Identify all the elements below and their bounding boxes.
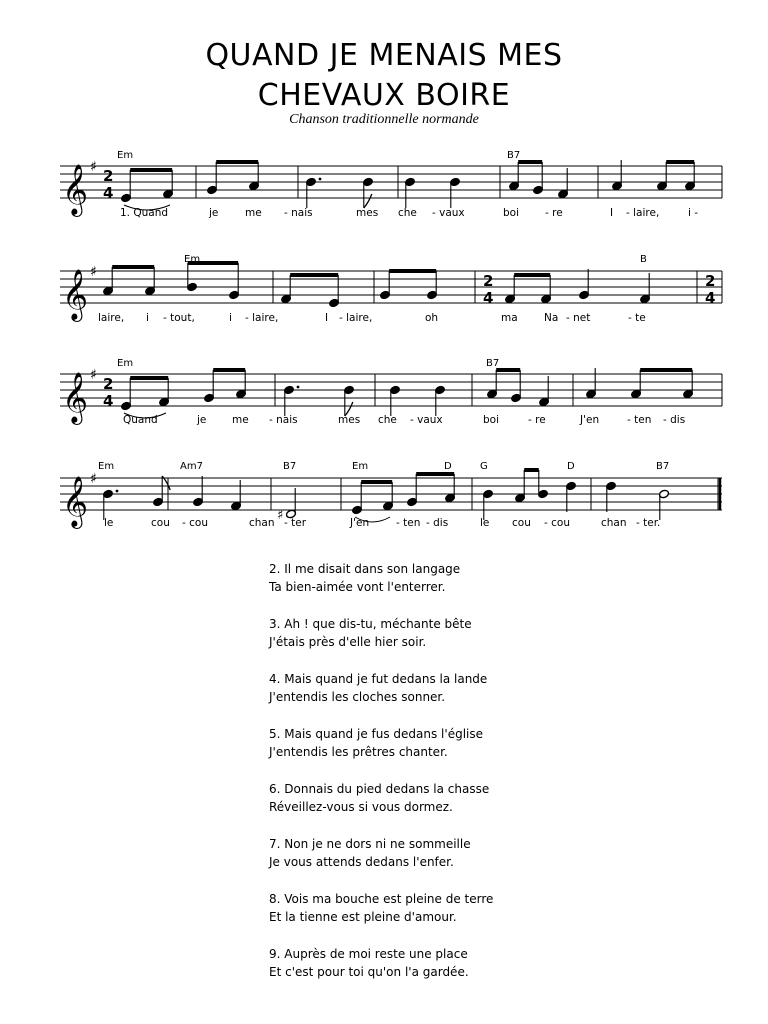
- time-signature-bottom: 4: [483, 289, 494, 307]
- verse-9: [269, 946, 689, 981]
- lyric-syllable: - vaux: [410, 414, 443, 426]
- treble-clef: 𝄞: [62, 269, 89, 320]
- lyric-syllable: - dis: [426, 517, 449, 529]
- lyric-syllable: i: [146, 312, 149, 324]
- lyric-syllable: - net: [566, 312, 591, 324]
- lyric-syllable: i -: [688, 207, 699, 219]
- music-system-4: [0, 461, 768, 551]
- chord-symbol: Em: [98, 461, 115, 472]
- note-dot: [319, 178, 322, 181]
- lyric-syllable: mes: [356, 207, 379, 219]
- lyric-syllable: - vaux: [432, 207, 465, 219]
- verse-3: [269, 616, 689, 651]
- chord-symbol: D: [444, 461, 452, 472]
- lyric-syllable: - dis: [663, 414, 686, 426]
- lyric-syllable: - ter.: [636, 517, 661, 529]
- verse-line: Ta bien-aimée vont l'enterrer.: [269, 579, 446, 594]
- verse-5: [269, 726, 689, 761]
- lyric-syllable: che: [378, 414, 397, 426]
- song-title-line-2: CHEVAUX BOIRE: [257, 78, 511, 113]
- lyric-syllable: Quand: [123, 414, 158, 426]
- verse-line: 3. Ah ! que dis-tu, méchante bête: [269, 617, 472, 631]
- verse-6: [269, 781, 689, 816]
- verse-line: 5. Mais quand je fus dedans l'église: [269, 727, 483, 741]
- lyric-syllable: - ten: [396, 517, 421, 529]
- lyric-syllable: je: [209, 207, 219, 219]
- time-signature-top: 2: [483, 272, 494, 290]
- treble-clef: 𝄞: [62, 164, 89, 215]
- time-signature-bottom: 4: [103, 392, 114, 410]
- lyric-syllable: 1. Quand: [120, 207, 169, 219]
- verse-line: J'entendis les cloches sonner.: [269, 689, 446, 704]
- verse-line: 2. Il me disait dans son langage: [269, 562, 461, 576]
- lyric-syllable: chan: [601, 517, 627, 529]
- lyric-syllable: che: [398, 207, 417, 219]
- lyric-syllable: - laire,: [626, 207, 660, 219]
- treble-clef: 𝄞: [62, 476, 89, 527]
- lyric-syllable: chan: [249, 517, 275, 529]
- lyric-syllable: oh: [425, 312, 439, 324]
- lyric-syllable: laire,: [98, 312, 125, 324]
- lyric-syllable: me: [232, 414, 249, 426]
- lyric-syllable: - laire,: [339, 312, 373, 324]
- lyric-syllable: - cou: [544, 517, 570, 529]
- note-dot: [297, 386, 300, 389]
- lyric-syllable: mes: [338, 414, 361, 426]
- chord-symbol: B7: [283, 461, 297, 472]
- chord-symbol: Am7: [180, 461, 203, 472]
- time-signature-top: 2: [103, 167, 114, 185]
- lyric-syllable: Na: [544, 312, 559, 324]
- lyric-syllable: - nais: [284, 207, 313, 219]
- verse-4: [269, 671, 689, 706]
- lyric-syllable: - tout,: [163, 312, 195, 324]
- chord-symbol: Em: [352, 461, 369, 472]
- chord-symbol: G: [480, 461, 488, 472]
- song-subtitle: Chanson traditionnelle normande: [289, 112, 479, 127]
- key-signature-sharp: ♯: [90, 264, 97, 280]
- lyric-syllable: je: [197, 414, 207, 426]
- treble-clef: 𝄞: [62, 372, 89, 423]
- chord-symbol: Em: [117, 150, 134, 161]
- music-system-1: [0, 148, 768, 238]
- key-signature-sharp: ♯: [90, 367, 97, 383]
- chord-symbol: D: [567, 461, 575, 472]
- time-signature-bottom: 4: [103, 184, 114, 202]
- staff-4: [0, 461, 768, 551]
- lyric-syllable: - re: [528, 414, 546, 426]
- verse-line: 7. Non je ne dors ni ne sommeille: [269, 837, 471, 851]
- staff-2: [0, 253, 768, 343]
- note-flag: [364, 194, 372, 208]
- time-signature-top: 2: [103, 375, 114, 393]
- lyric-syllable: - re: [545, 207, 563, 219]
- lyric-syllable: boi: [483, 414, 500, 426]
- verse-line: Et c'est pour toi qu'on l'a gardée.: [269, 964, 469, 979]
- staff-1: [0, 148, 768, 238]
- key-signature-sharp: ♯: [90, 471, 97, 487]
- lyric-syllable: cou: [512, 517, 531, 529]
- note-dot: [116, 490, 119, 493]
- lyric-syllable: - laire,: [245, 312, 279, 324]
- lyric-syllable: ma: [501, 312, 518, 324]
- lyric-syllable: le: [104, 517, 114, 529]
- verse-line: 9. Auprès de moi reste une place: [269, 947, 468, 961]
- song-title-line-1: QUAND JE MENAIS MES: [205, 38, 563, 73]
- verse-line: Et la tienne est pleine d'amour.: [269, 909, 457, 924]
- lyric-syllable: me: [245, 207, 262, 219]
- verse-line: J'entendis les prêtres chanter.: [269, 744, 448, 759]
- verse-7: [269, 836, 689, 871]
- verse-8: [269, 891, 689, 926]
- verse-line: 6. Donnais du pied dedans la chasse: [269, 782, 490, 796]
- chord-symbol: B7: [507, 150, 521, 161]
- lyric-syllable: - te: [628, 312, 646, 324]
- verse-2: [269, 561, 689, 596]
- chord-symbol: B7: [656, 461, 670, 472]
- lyric-syllable: - cou: [182, 517, 208, 529]
- chord-symbol: Em: [117, 358, 134, 369]
- lyric-syllable: i: [229, 312, 232, 324]
- accidental-sharp: ♯: [277, 508, 284, 523]
- lyric-syllable: boi: [503, 207, 520, 219]
- verse-line: Je vous attends dedans l'enfer.: [269, 854, 454, 869]
- lyric-syllable: - ter: [284, 517, 307, 529]
- lyric-syllable: J'en: [350, 517, 370, 529]
- music-system-3: [0, 357, 768, 447]
- lyric-syllable: J'en: [580, 414, 600, 426]
- time-signature-bottom: 4: [705, 289, 716, 307]
- lyric-syllable: cou: [151, 517, 170, 529]
- chord-symbol: B7: [486, 358, 500, 369]
- verses-block: [269, 561, 689, 1001]
- key-signature-sharp: ♯: [90, 159, 97, 175]
- lyric-syllable: I: [610, 207, 614, 219]
- music-system-2: [0, 253, 768, 343]
- verse-line: 8. Vois ma bouche est pleine de terre: [269, 892, 494, 906]
- time-signature-top: 2: [705, 272, 716, 290]
- chord-symbol: Em: [184, 254, 201, 265]
- lyric-syllable: - ten: [627, 414, 652, 426]
- chord-symbol: B: [640, 254, 647, 265]
- staff-3: [0, 357, 768, 447]
- verse-line: 4. Mais quand je fut dedans la lande: [269, 672, 488, 686]
- lyric-syllable: I: [325, 312, 329, 324]
- lyric-syllable: - nais: [269, 414, 298, 426]
- lyric-syllable: le: [480, 517, 490, 529]
- verse-line: J'étais près d'elle hier soir.: [269, 634, 427, 649]
- verse-line: Réveillez-vous si vous dormez.: [269, 799, 453, 814]
